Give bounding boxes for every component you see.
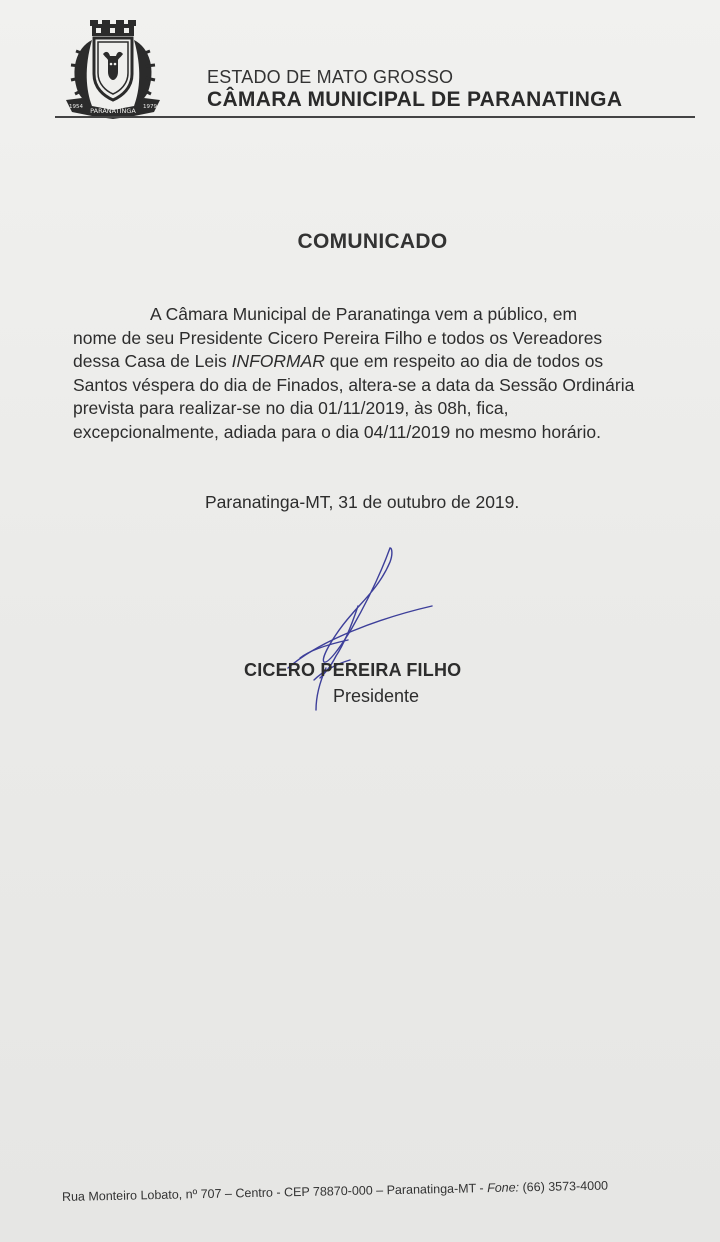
body-line-text: excepcionalmente, adiada para o dia 04/11/2019 no mesmo horário. — [73, 421, 601, 442]
header-divider — [55, 116, 695, 118]
body-line-text: prevista para realizar-se no dia 01/11/2019, às 08h, fica, — [73, 398, 509, 418]
body-text-segment: dessa Casa de Leis — [73, 351, 227, 371]
body-line-text: nome de seu Presidente Cicero Pereira Filho e todos os Vereadores — [73, 327, 603, 348]
body-line-text: Santos véspera do dia de Finados, altera-se a data da Sessão Ordinária — [73, 374, 635, 395]
letterhead — [55, 20, 695, 125]
signer-name: CICERO PEREIRA FILHO — [244, 660, 462, 680]
body-line — [73, 397, 703, 421]
body-line — [73, 303, 703, 327]
body-line-text — [73, 350, 603, 374]
body-line — [73, 327, 703, 351]
coat-of-arms-icon — [62, 20, 164, 120]
document-title: COMUNICADO — [297, 230, 448, 253]
address-text: Rua Monteiro Lobato, nº 707 – Centro - CEP 78870-000 – Paranatinga-MT - — [61, 1181, 484, 1204]
body-text-segment: que em respeito ao dia de todos os — [329, 351, 604, 371]
crest-ribbon-year-left: 1954 — [69, 104, 83, 110]
body-line — [73, 350, 703, 374]
crest-ribbon-year-right: 1979 — [143, 104, 157, 110]
body-line — [73, 421, 703, 445]
signer-role: Presidente — [333, 686, 420, 706]
chamber-name: CÂMARA MUNICIPAL DE PARANATINGA — [207, 88, 623, 111]
crest-ribbon-name: PARANATINGA — [90, 107, 136, 115]
footer-address — [62, 1179, 608, 1204]
letterhead-text — [207, 67, 622, 112]
body-line-text: A Câmara Municipal de Paranatinga vem a público, em — [150, 304, 578, 324]
phone-number: (66) 3573-4000 — [522, 1178, 609, 1195]
phone-label: Fone: — [486, 1180, 520, 1196]
state-name: ESTADO DE MATO GROSSO — [207, 67, 454, 87]
announcement-body — [73, 303, 703, 444]
place-and-date: Paranatinga-MT, 31 de outubro de 2019. — [205, 492, 520, 512]
emphasized-word: INFORMAR — [231, 351, 325, 371]
body-line — [73, 374, 703, 398]
